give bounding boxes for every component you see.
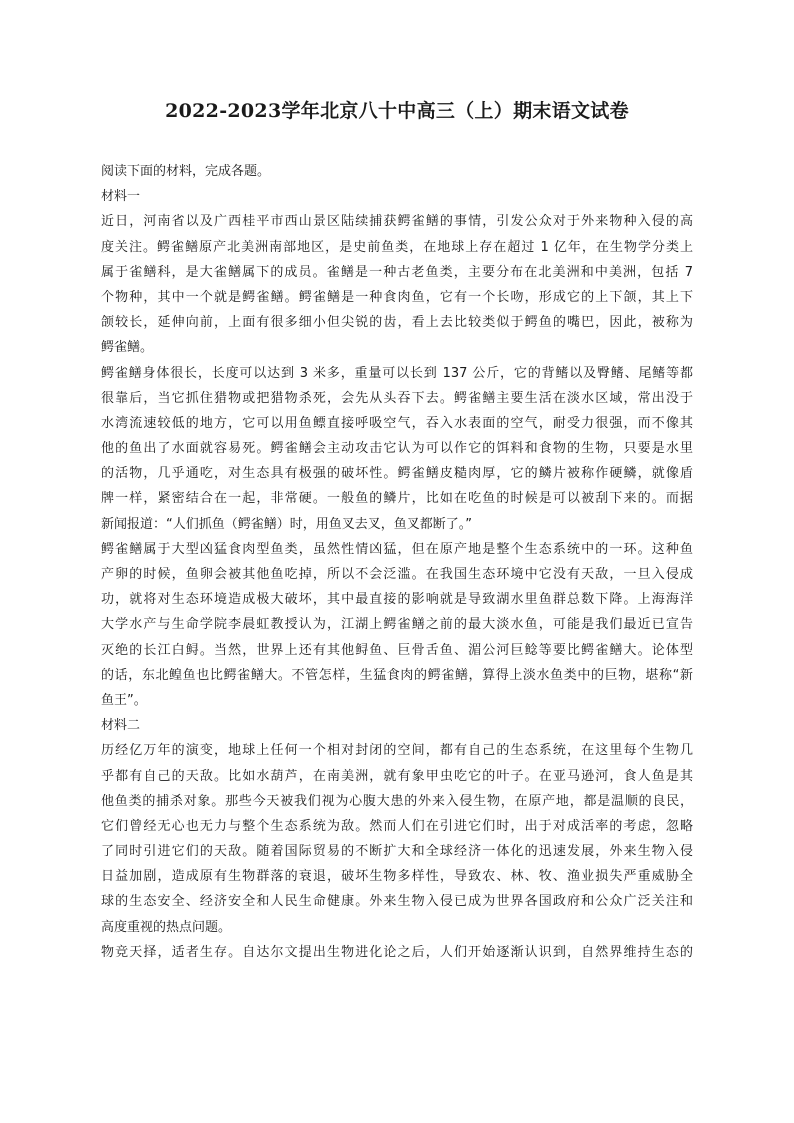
paragraph-line: 牌一样，紧密结合在一起，非常硬。一般鱼的鳞片，比如在吃鱼的时候是可以被刮下来的。而据 [101, 491, 693, 507]
paragraph-line: 鳄雀鳝身体很长，长度可以达到 3 米多，重量可以长到 137 公斤，它的背鳍以及臀鳍、尾鳍等都 [101, 365, 693, 381]
paragraph-line: 颌较长，延伸向前，上面有很多细小但尖锐的齿，看上去比较类似于鳄鱼的嘴巴，因此，被称为 [101, 315, 693, 331]
section-heading-material-2: 材料二 [101, 718, 141, 734]
paragraph-line: 灭绝的长江白鲟。当然，世界上还有其他鲟鱼、巨骨舌鱼、湄公河巨鲶等要比鳄雀鳝大。论体型 [101, 642, 693, 658]
paragraph-line: 历经亿万年的演变，地球上任何一个相对封闭的空间，都有自己的生态系统，在这里每个生物几 [101, 743, 693, 759]
reading-passage [101, 159, 693, 965]
paragraph-line: 鳄雀鳝属于大型凶猛食肉型鱼类，虽然性情凶猛，但在原产地是整个生态系统中的一环。这种鱼 [101, 541, 693, 557]
paragraph-line: 大学水产与生命学院李晨虹教授认为，江湖上鳄雀鳝之前的最大淡水鱼，可能是我们最近已宣告 [101, 617, 693, 633]
paragraph-line: 产卵的时候，鱼卵会被其他鱼吃掉，所以不会泛滥。在我国生态环境中它没有天敌，一旦入侵成 [101, 567, 693, 582]
instruction-line: 阅读下面的材料，完成各题。 [101, 164, 271, 179]
paragraph-line: 功，就将对生态环境造成极大破坏，其中最直接的影响就是导致湖水里鱼群总数下降。上海海洋 [101, 592, 693, 608]
page-title: 2022-2023学年北京八十中高三（上）期末语文试卷 [165, 100, 629, 122]
paragraph-line: 的活物，几乎通吃，对生态具有极强的破坏性。鳄雀鳝皮糙肉厚，它的鳞片被称作硬鳞，就像盾 [101, 466, 693, 482]
section-heading-material-1: 材料一 [101, 189, 141, 205]
paragraph-line: 新闻报道：“人们抓鱼（鳄雀鳝）时，用鱼叉去叉，鱼叉都断了。” [101, 516, 472, 532]
paragraph-line: 近日，河南省以及广西桂平市西山景区陆续捕获鳄雀鳝的事情，引发公众对于外来物种入侵的高 [101, 214, 693, 230]
paragraph-line: 很靠后，当它抓住猎物或把猎物杀死，会先从头吞下去。鳄雀鳝主要生活在淡水区域，常出没于 [101, 390, 693, 406]
paragraph-line: 了同时引进它们的天敌。随着国际贸易的不断扩大和全球经济一体化的迅速发展，外来生物入侵 [101, 844, 693, 860]
paragraph-line: 球的生态安全、经济安全和人民生命健康。外来生物入侵已成为世界各国政府和公众广泛关注和 [101, 894, 693, 910]
paragraph-line: 属于雀鳝科，是大雀鳝属下的成员。雀鳝是一种古老鱼类，主要分布在北美洲和中美洲，包括 7 [101, 264, 693, 280]
paragraph-line: 度关注。鳄雀鳝原产北美洲南部地区，是史前鱼类，在地球上存在超过 1 亿年，在生物学分类上 [101, 239, 693, 255]
paragraph-line: 鳄雀鳝。 [101, 340, 154, 356]
paragraph-line: 日益加剧，造成原有生物群落的衰退，破坏生物多样性，导致农、林、牧、渔业损失严重威胁全 [101, 869, 693, 885]
paragraph-line: 鱼王”。 [101, 692, 147, 708]
paragraph-line: 水湾流速较低的地方，它可以用鱼鳔直接呼吸空气，吞入水表面的空气，耐受力很强，而不像其 [101, 415, 693, 431]
paragraph-line: 他鱼类的捕杀对象。那些今天被我们视为心腹大患的外来入侵生物，在原产地，都是温顺的良民， [101, 793, 693, 809]
paragraph-line: 乎都有自己的天敌。比如水葫芦，在南美洲，就有象甲虫吃它的叶子。在亚马逊河，食人鱼是其 [101, 768, 693, 784]
paragraph-line: 物竞天择，适者生存。自达尔文提出生物进化论之后，人们开始逐渐认识到，自然界维持生态的 [101, 944, 693, 960]
paragraph-line: 个物种，其中一个就是鳄雀鳝。鳄雀鳝是一种食肉鱼，它有一个长吻，形成它的上下颌，其上下 [101, 289, 693, 305]
paragraph-line: 高度重视的热点问题。 [101, 919, 232, 935]
paragraph-line: 他的鱼出了水面就容易死。鳄雀鳝会主动攻击它认为可以作它的饵料和食物的生物，只要是水里 [101, 441, 693, 457]
paragraph-line: 它们曾经无心也无力与整个生态系统为敌。然而人们在引进它们时，出于对成活率的考虑，忽略 [101, 818, 693, 834]
paragraph-line: 的话，东北鳇鱼也比鳄雀鳝大。不管怎样，生猛食肉的鳄雀鳝，算得上淡水鱼类中的巨物，堪称“新 [101, 667, 693, 683]
